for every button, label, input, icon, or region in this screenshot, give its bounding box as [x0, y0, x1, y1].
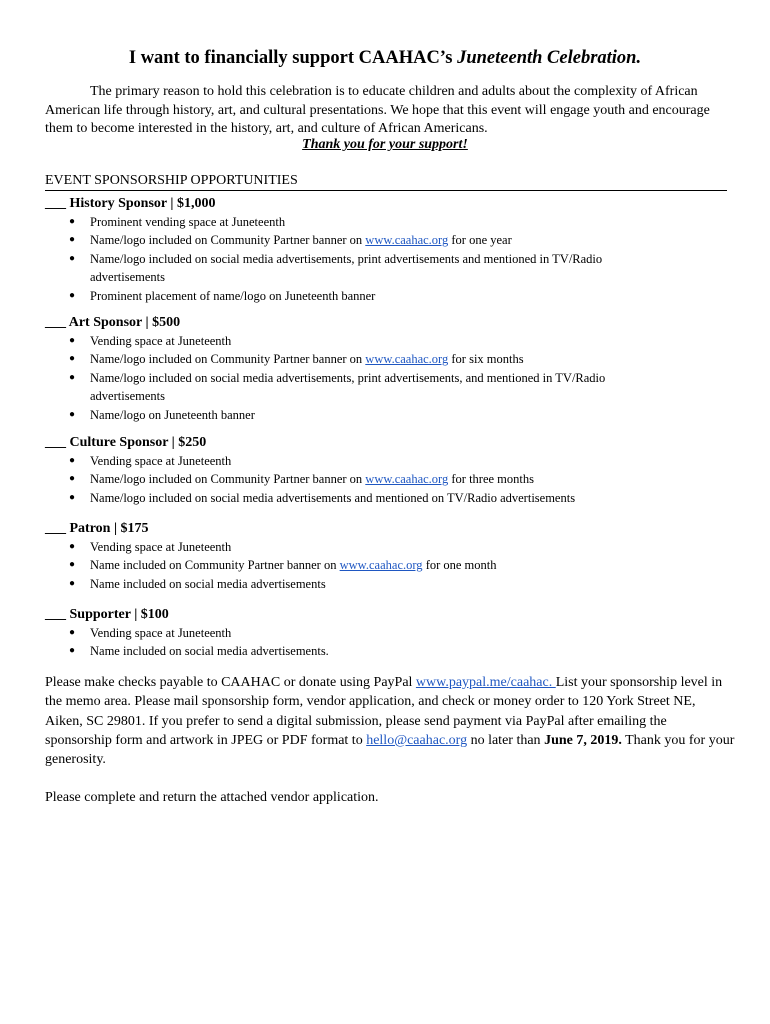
list-item: ● Vending space at Juneteenth	[45, 538, 670, 556]
list-item: ● Name/logo included on Community Partner banner on www.caahac.org for three months	[45, 470, 670, 488]
intro-text: The primary reason to hold this celebration is to educate children and adults about the complexity of African American life through history, art, and cultural presentations. We hope that this event will engage youth and encourage them to become interested in the history, art, and culture of African Americans.	[45, 84, 710, 136]
list-item: ● Name/logo included on social media advertisements and mentioned on TV/Radio advertisements	[45, 489, 730, 507]
bullet-icon: ●	[69, 408, 76, 420]
benefit-list	[45, 538, 735, 593]
caahac-link[interactable]: www.caahac.org	[365, 352, 449, 367]
caahac-link[interactable]: www.caahac.org	[365, 472, 449, 487]
list-item: ● Vending space at Juneteenth	[45, 332, 670, 350]
deadline-date: June 7, 2019.	[544, 732, 622, 748]
list-item: ● Prominent vending space at Juneteenth	[45, 213, 670, 231]
final-note: Please complete and return the attached vendor application.	[45, 790, 379, 805]
benefit-list	[45, 452, 735, 507]
list-item: ● Name included on social media advertisements.	[45, 642, 670, 660]
section-heading: EVENT SPONSORSHIP OPPORTUNITIES	[45, 173, 727, 191]
list-item: ● Name/logo included on Community Partner banner on www.caahac.org for six months	[45, 350, 670, 368]
bullet-icon: ●	[69, 627, 76, 638]
benefit-list	[45, 213, 735, 305]
tier-culture-sponsor	[45, 433, 735, 507]
bullet-icon: ●	[69, 645, 76, 657]
list-item: ● Name/logo included on social media advertisements, print advertisements, and mentioned in TV/Radio advertisements	[69, 370, 606, 404]
bullet-icon: ●	[69, 541, 76, 552]
list-item: ● Name/logo on Juneteenth banner	[45, 406, 670, 424]
tier-heading: ___ History Sponsor | $1,000	[45, 196, 216, 211]
tier-heading: ___ Patron | $175	[45, 521, 149, 536]
paypal-link[interactable]: www.paypal.me/caahac.	[415, 675, 556, 690]
list-item: ● Prominent placement of name/logo on Juneteenth banner	[45, 287, 670, 305]
bullet-icon: ●	[69, 577, 76, 589]
bullet-icon: ●	[69, 252, 76, 264]
list-item: ● Name/logo included on Community Partner banner on www.caahac.org for one year	[45, 231, 670, 249]
list-item: ● Vending space at Juneteenth	[45, 452, 670, 470]
bullet-icon: ●	[69, 559, 76, 571]
tier-supporter	[45, 605, 735, 661]
list-item: ● Name/logo included on social media advertisements, print advertisements and mentioned in TV/Radio advertisements	[69, 251, 603, 285]
bullet-icon: ●	[69, 335, 76, 346]
list-item: ● Name included on Community Partner banner on www.caahac.org for one month	[45, 556, 670, 574]
bullet-icon: ●	[69, 234, 76, 246]
tier-patron	[45, 519, 735, 593]
bullet-icon: ●	[69, 473, 76, 485]
title-italic: Juneteenth Celebration.	[457, 48, 642, 68]
thanks-line: Thank you for your support!	[302, 137, 468, 152]
page-title	[0, 48, 770, 69]
tier-art-sponsor	[45, 313, 735, 424]
bullet-icon: ●	[69, 491, 76, 503]
benefit-list	[45, 624, 735, 661]
title-main: I want to financially support CAAHAC’s	[128, 48, 458, 68]
bullet-icon: ●	[69, 289, 76, 301]
payment-instructions: Please make checks payable to CAAHAC or donate using PayPal www.paypal.me/caahac. List your sponsorship level in the memo area. Please mail sponsorship form, vendor application, and check or money order to 120 York Street NE, Aiken, SC 29801. If you prefer to send a digital submission, please send payment via PayPal after emailing the sponsorship form and artwork in JPEG or PDF format to hello@caahac.org no later than June 7, 2019. Thank you for your generosity.	[45, 675, 735, 768]
bullet-icon: ●	[69, 371, 76, 383]
email-link[interactable]: hello@caahac.org	[366, 732, 468, 748]
caahac-link[interactable]: www.caahac.org	[339, 558, 423, 573]
bullet-icon: ●	[69, 353, 76, 365]
list-item: ● Vending space at Juneteenth	[45, 624, 670, 642]
caahac-link[interactable]: www.caahac.org	[365, 233, 449, 248]
bullet-icon: ●	[69, 216, 76, 227]
tier-heading: ___ Supporter | $100	[45, 607, 169, 622]
tier-heading: ___ Art Sponsor | $500	[45, 315, 181, 330]
intro-paragraph	[45, 83, 735, 139]
benefit-list	[45, 332, 735, 424]
tier-history-sponsor	[45, 194, 735, 305]
tier-heading: ___ Culture Sponsor | $250	[45, 435, 207, 450]
list-item: ● Name included on social media advertisements	[45, 575, 670, 593]
bullet-icon: ●	[69, 455, 76, 466]
